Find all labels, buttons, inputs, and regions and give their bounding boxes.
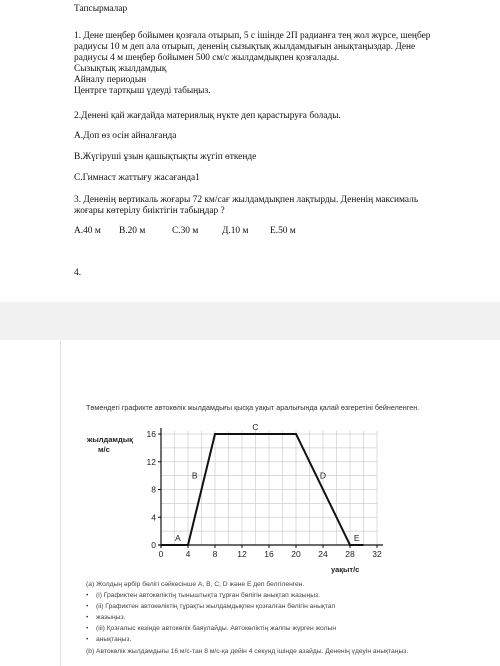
- q3-option-a: А.40 м: [74, 226, 101, 236]
- q2-option-c: С.Гимнаст жаттығу жасағанда1: [74, 173, 200, 183]
- segment-label: C: [252, 422, 259, 432]
- q3-line-1: 3. Дененің вертикаль жоғары 72 км/сағ жылдамдықпен лақтырды. Дененің максималь: [74, 195, 419, 205]
- x-tick-label: 32: [372, 549, 382, 559]
- q2-option-a: А.Доп өз осін айналғанда: [74, 131, 177, 141]
- q3-options: [74, 226, 374, 238]
- question-a-i: • (i) Графиктен автокөліктің тыныштықта тұрған бөлігін анықтап жазыңыз.: [86, 592, 321, 599]
- y-tick-label: 12: [146, 456, 156, 467]
- question-a-ii-cont: • жазыңыз.: [86, 614, 126, 621]
- q1-item-2: Айналу периодын: [74, 75, 147, 85]
- assignment-document: [0, 0, 500, 300]
- q2-line: 2.Денені қай жағдайда материялық нүкте деп қарастыруға болады.: [74, 111, 341, 121]
- x-tick-label: 0: [158, 549, 164, 559]
- question-b: (b) Автокөлік жылдамдығы 16 м/с-тан 8 м/с-қа дейін 4 секунд ішінде азайды. Дененің үдеуін анықтаңыз.: [86, 648, 409, 655]
- x-tick-label: 4: [185, 549, 191, 559]
- y-tick-label: 16: [146, 429, 156, 439]
- y-tick-label: 0: [151, 540, 156, 550]
- q3-option-d: Д.10 м: [222, 226, 249, 236]
- y-tick-label: 4: [151, 512, 156, 523]
- x-tick-label: 24: [318, 549, 328, 559]
- x-tick-label: 20: [291, 549, 301, 559]
- question-a-iii: • (iii) Қозғалыс кезінде автокөлік баяулайды. Автокөліктің жалпы жүрген жолын: [86, 625, 337, 632]
- q1-item-1: Сызықтық жылдамдық: [74, 64, 167, 74]
- segment-label: B: [191, 470, 198, 481]
- q1-item-3: Центрге тартқыш үдеуді табыңыз.: [74, 86, 211, 96]
- question-a-iii-cont: • анықтаңыз.: [86, 636, 132, 643]
- y-tick-label: 8: [151, 484, 156, 495]
- x-tick-label: 12: [237, 549, 247, 559]
- x-axis-label: уақыт/с: [331, 565, 360, 574]
- chart-grid: [161, 431, 377, 545]
- q1-line-3: радиусы 4 м шеңбер бойымен 500 см/с жылдамдықпен қозғалады.: [74, 53, 340, 63]
- q2-option-b: В.Жүгіруші ұзын қашықтықты жүгіп өткенде: [74, 152, 257, 162]
- question-a-ii: • (ii) Графиктен автокөліктің тұрақты жылдамдықпен қозғалған бөлігін анықтап: [86, 603, 336, 610]
- q3-option-b: В.20 м: [119, 226, 146, 236]
- graph-task-intro: Төмендегі графикте автокөлік жылдамдығы қысқа уақыт аралығында қалай өзгеретіні бейнеленген.: [86, 403, 420, 412]
- velocity-time-chart: [86, 420, 386, 578]
- segment-label: E: [353, 533, 360, 543]
- q1-line-1: 1. Дене шеңбер бойымен қозғала отырып, 5 с ішінде 2П радианға тең жол жүрсе, шеңбер: [74, 31, 431, 41]
- document-title: Тапсырмалар: [74, 4, 128, 14]
- segment-label: D: [319, 470, 327, 481]
- segment-label: A: [175, 533, 181, 543]
- x-tick-label: 28: [345, 549, 355, 559]
- q3-line-2: жоғары көтерілу биіктігін табыңдар ?: [74, 206, 225, 216]
- y-axis-unit: м/с: [98, 445, 110, 454]
- page-separator: [0, 302, 500, 340]
- q3-option-e: Е.50 м: [270, 226, 296, 236]
- y-axis-label: жылдамдық: [87, 435, 133, 444]
- x-tick-label: 8: [212, 549, 218, 559]
- q1-line-2: радиусы 10 м деп ала отырып, дененің сызықтық жылдамдығын анықтаңыздар. Дене: [74, 42, 416, 52]
- x-tick-label: 16: [264, 549, 274, 559]
- q3-option-c: С.30 м: [172, 226, 199, 236]
- q4-number: 4.: [74, 268, 82, 278]
- question-a: (a) Жолдың әрбір бөлігі сәйкесінше А, В, С, D және Е деп белгіленген.: [86, 581, 305, 588]
